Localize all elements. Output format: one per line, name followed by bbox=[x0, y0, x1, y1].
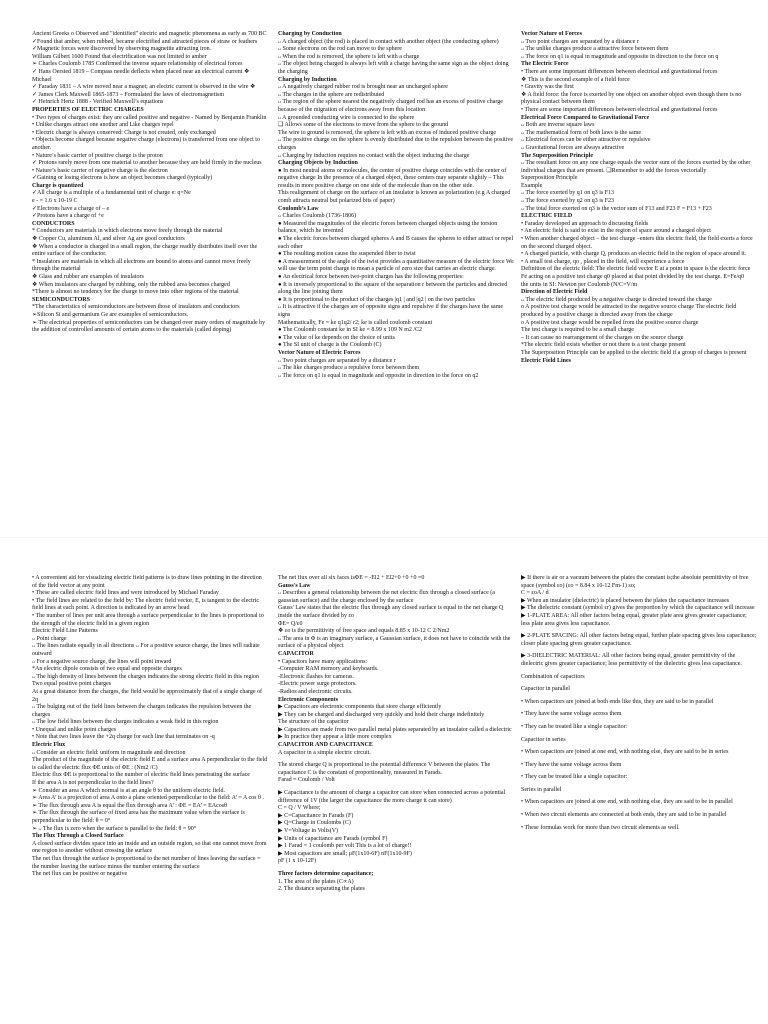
paragraph: • A small test charge, qo , placed in the field, will experience a force bbox=[521, 258, 685, 265]
paragraph: ▶ Units of capacitance are Farads (symbol F) bbox=[278, 835, 388, 842]
paragraph: ᴗ The charges in the sphere are redistributed bbox=[278, 91, 385, 98]
paragraph: The Superposition Principle can be applied to the electric field if a group of charges is present bbox=[521, 349, 747, 356]
bottom-left-column bbox=[32, 575, 268, 1020]
paragraph: • Unlike charges attract one another and Like charges repel bbox=[32, 122, 174, 129]
paragraph: – It can cause no rearrangement of the charges on the source charge bbox=[521, 334, 684, 341]
paragraph: ● The resulting motion cause the suspended fiber to twist bbox=[278, 251, 416, 258]
paragraph: ᴗ The total force exerted on q3 is the vector sum of F13 and F23 F = F13 + F23 bbox=[521, 205, 712, 212]
paragraph: • The field lines are related to the field by: The electric field vector, E, is tangent to the electric field lines at each point. A direction is indicated by an arrow head bbox=[32, 597, 260, 612]
paragraph: The net flux over all six faces isΦE = -El2 + El2+0 +0 +0 =0 bbox=[278, 575, 425, 581]
paragraph: ▶ Capacitors are made from two parallel metal plates separated by an insulator called a dielectric bbox=[278, 726, 512, 733]
paragraph: ᴗ Point charge bbox=[32, 635, 67, 642]
paragraph: ▶ C=Capacitance in Farads (F) bbox=[278, 812, 354, 819]
paragraph: • When another charged object – the test charge –enters this electric field, the field exerts a force on the second charged object. bbox=[521, 236, 753, 250]
paragraph: The structure of the capacitor bbox=[278, 719, 349, 726]
paragraph: Capacitor in series bbox=[521, 736, 566, 743]
paragraph: ➢Silicon Si and germanium Ge are examples of semiconductors. bbox=[32, 311, 189, 318]
paragraph: ᴗ The lines radiate equally in all directions ᴗ For a positive source charge, the lines will radiate outward bbox=[32, 643, 260, 657]
paragraph: • Nature’s basic carrier of negative charge is the electron bbox=[32, 167, 168, 174]
paragraph: ᴗ The high density of lines between the charges indicates the strong electric field in this region bbox=[32, 673, 260, 680]
paragraph: ᴗ A charged object (the rod) is placed in contact with another object (the conducting sphere) bbox=[278, 38, 499, 45]
paragraph: • When capacitors are joined at both ends like this, they are said to be in parallel bbox=[521, 698, 714, 705]
paragraph: ▶ 3-DIELECTRIC MATERIAL: All other factors being equal, greater permittivity of the dielectric gives greater capacitance; less permittivity of the dielectric gives less capacitance. bbox=[521, 653, 742, 667]
paragraph: The wire to ground is removed, the sphere is left with an excess of induced positive charge bbox=[278, 129, 496, 136]
paragraph: ❖ εo is the permittivity of free space and equals 8.85 x 10-12 C 2/Nm2 bbox=[278, 628, 450, 635]
paragraph: The net flux through the surface is proportional to the net number of lines leaving the surface = the number leaving the surface minus the number entering the surface bbox=[32, 855, 261, 870]
paragraph: • They can be treated like a single capacitor: bbox=[521, 774, 628, 781]
paragraph: ● An electrical force between two-point charges has the following properties: bbox=[278, 274, 464, 280]
paragraph: ᴗ Describes a general relationship between the net electric flux through a closed surface (a gaussian surface) and the charge enclosed by the surface bbox=[278, 590, 495, 604]
paragraph: Mathematically, Fe = ke q1q2/ r2; ke is called coulomb constant bbox=[278, 319, 433, 326]
paragraph: Capacitor in parallel bbox=[521, 686, 570, 693]
paragraph: *The electric field exists whether or not there is a test charge present bbox=[521, 342, 686, 349]
paragraph: ➢ The flux through area A is equal the flux through area A’ : ΦE = EA’ = EAcosθ bbox=[32, 802, 228, 809]
paragraph: • Faraday developed an approach to discussing fields bbox=[521, 220, 649, 227]
paragraph: ❖ Copper Cu, aluminum Al, and silver Ag are good conductors bbox=[32, 236, 185, 243]
paragraph: The net flux can be positive or negative bbox=[32, 871, 128, 878]
paragraph: ΦE= Q/ε0 bbox=[278, 620, 303, 627]
paragraph: ● The SI unit of charge is the Coulomb (C) bbox=[278, 342, 382, 349]
paragraph: Combination of capacitors bbox=[521, 673, 585, 680]
paragraph: • When capacitors are joined at one end, with nothing else, they are said to be in parallel bbox=[521, 799, 733, 806]
paragraph: ❖ A field force: the force is exerted by one object on another object even though there is no physical contact between them bbox=[521, 91, 742, 106]
paragraph: Gauss' Law states that the electric flux through any closed surface is equal to the net charge Q inside the surface divided by εo bbox=[278, 605, 504, 619]
paragraph: • There are some important differences between electrical and gravitational forces bbox=[521, 68, 718, 75]
paragraph: ᴗ The mathematical form of both laws is the same bbox=[521, 129, 642, 136]
paragraph: ● It is inversely proportional to the square of the separation r between the particles and directed along the line joining them bbox=[278, 281, 508, 296]
section-heading: CAPACITOR AND CAPACITANCE bbox=[278, 742, 373, 749]
paragraph: ᴗ A negatively charged rubber rod is brought near an uncharged sphere bbox=[278, 84, 448, 91]
paragraph: ᴗ Charles Coulomb (1736-1806) bbox=[278, 213, 357, 220]
paragraph: ❖ Glass and rubber are examples of insulators bbox=[32, 274, 144, 280]
paragraph: ᴗ Gravitational forces are always attractive bbox=[521, 144, 625, 151]
paragraph: ᴗ The object being charged is always left with a charge having the same sign as the object doing the charging bbox=[278, 61, 509, 75]
paragraph: • They have the same voltage across them bbox=[521, 761, 622, 768]
section-heading: Charging by Conduction bbox=[278, 31, 342, 37]
paragraph: ▶ 2-PLATE SPACING: All other factors being equal, further plate spacing gives less capacitance; closer plate spacing gives greater capacitance. bbox=[521, 633, 757, 647]
paragraph: o A positive test charge would be repelled from the positive source charge bbox=[521, 319, 699, 326]
section-heading: CAPACITOR bbox=[278, 650, 314, 657]
paragraph: • The number of lines per unit area through a surface perpendicular to the lines is proportional to the strength of the electric field in a given region bbox=[32, 612, 264, 627]
page-divider bbox=[0, 537, 768, 538]
paragraph: ᴗ The force on q1 is equal in magnitude and opposite in direction to the force on q bbox=[521, 53, 719, 60]
paragraph: the units in SI: Newton per Coulomb (N/C=V/m bbox=[521, 281, 638, 288]
paragraph: ▶ If there is air or a vacuum between the plates the constant is;the absolute permittivity of free space (symbol εo) (εo = 8.84 x 10-12 Fm-1) so; bbox=[521, 575, 749, 589]
paragraph: ➢ Area A’ is a projection of area A onto a plane oriented perpendicular to the field: A’ = A cos θ . bbox=[32, 795, 264, 802]
paragraph: ✓ Faraday 1831 – A wire moved near a magnet; an electric current is observed in the wire ❖ bbox=[32, 84, 256, 91]
paragraph: If the area A is not perpendicular to the field lines? bbox=[32, 780, 154, 787]
paragraph: -Electronic flashes for cameras. bbox=[278, 673, 354, 680]
paragraph: The stored charge Q is proportional to the potential difference V between the plates. The capacitance C is the constant of proportionality, measured in Farads. bbox=[278, 762, 491, 776]
paragraph: A closed surface divides space into an inside and an outside region, so that one cannot move from one region to another without crossing the surface bbox=[32, 840, 267, 855]
section-heading: Charge is quantized bbox=[32, 182, 84, 189]
paragraph: ᴗ For a negative source charge, the lines will point inward bbox=[32, 658, 172, 665]
paragraph: Definition of the electric field: The electric field vector E at a point in space is the electric force Fe acting on a positive test charge q0 placed at that point divided by the test charge. E=Fe/q0 bbox=[521, 266, 751, 280]
paragraph: ᴗ Two point charges are separated by a distance r bbox=[278, 357, 396, 364]
paragraph: • Objects become charged because negative charge (electrons) is transferred from one object to another. bbox=[32, 137, 260, 151]
paragraph: ➢ The electrical properties of semiconductors can be changed over many orders of magnitude by the addition of controlled amounts of certain atoms to the materials (called doping) bbox=[32, 319, 266, 334]
paragraph: ▶ 1 Farad = 1 coulomb per volt This is a lot of charge!! bbox=[278, 843, 412, 850]
section-heading: Vector Nature of Forces bbox=[521, 31, 582, 37]
paragraph: * Conductors are materials in which electrons move freely through the material bbox=[32, 228, 223, 235]
paragraph: ᴗ Consider an electric field: uniform in magnitude and direction bbox=[32, 749, 186, 756]
paragraph: Example bbox=[521, 182, 543, 189]
paragraph: ✓ Protons rarely move from one material to another because they are held firmly in the nucleus bbox=[32, 160, 262, 167]
paragraph: ✓Found that amber, when rubbed, became electrified and attracted pieces of straw or feathers bbox=[32, 38, 258, 45]
paragraph: ᴗ The force exerted by q2 on q3 is F23 bbox=[521, 198, 615, 205]
paragraph: Farad = Coulomb / Volt bbox=[278, 777, 335, 784]
section-heading: Electric Flux bbox=[32, 742, 66, 749]
paragraph: ❖ This is the second example of a field force bbox=[521, 76, 630, 83]
paragraph: ➢ Consider an area A which normal is at an angle θ to the uniform electric field. bbox=[32, 787, 226, 794]
section-heading: The Superposition Principle bbox=[521, 152, 594, 159]
paragraph: ● The value of ke depends on the choice of units bbox=[278, 334, 395, 341]
paragraph: At a great distance from the charges, the field would be approximately that of a single charge of 2q bbox=[32, 688, 263, 703]
paragraph: ● Measured the magnitudes of the electric forces between charged objects using the torsion balance, which he invented bbox=[278, 220, 498, 235]
paragraph: ᴗ Two point charges are separated by a distance r bbox=[521, 38, 639, 45]
section-heading: Coulomb’s Law bbox=[278, 205, 319, 212]
paragraph: ✓All charge is a multiple of a fundamental unit of charge e: q=Ne bbox=[32, 190, 191, 197]
paragraph: ➢ ᴗ The flux is zero when the surface is parallel to the field: θ = 90° bbox=[32, 825, 197, 832]
paragraph: • When capacitors are joined at one end, with nothing else, they are said to be in series bbox=[521, 749, 729, 756]
paragraph: ▶ Most capacitors are small; μF(1x10-6F) nF(1x10-9F) bbox=[278, 850, 412, 857]
paragraph: • There are some important differences between electrical and gravitational forces bbox=[521, 106, 718, 113]
section-heading: Gauss's Law bbox=[278, 582, 311, 589]
paragraph: ᴗ Charging by induction requires no contact with the object inducing the charge bbox=[278, 152, 470, 159]
section-heading: SEMICONDUCTORS bbox=[32, 296, 90, 303]
paragraph: ✓Gaining or losing electrons is how an object becomes charged (typically) bbox=[32, 175, 213, 182]
paragraph: -Electric power surge protectors. bbox=[278, 681, 357, 688]
paragraph: This realignment of charge on the surface of an insulator is known as polarization (e.g A charged comb attracts neutral but polarized bits of paper) bbox=[278, 190, 511, 205]
paragraph: ✓ Hans Oersted 1819 – Compass needle deflects when placed near an electrical current ❖ Michael bbox=[32, 68, 250, 83]
paragraph: ᴗ A grounded conducting wire is connected to the sphere bbox=[278, 114, 415, 121]
paragraph: ᴗ The area in Φ is an imaginary surface, a Gaussian surface, it does not have to coincide with the surface of a physical object bbox=[278, 635, 511, 650]
paragraph: • These formulas work for more than two circuit elements as well. bbox=[521, 824, 680, 831]
paragraph: • When two circuit elements are connected at both ends, they are said to be in parallel bbox=[521, 812, 727, 819]
paragraph: ▶ When an insulator (dielectric) is placed between the plates the capacitance increases bbox=[521, 597, 730, 604]
section-heading: PROPERTIES OF ELECTRIC CHARGES bbox=[32, 106, 144, 113]
paragraph: • A charged particle, with charge Q, produces an electric field in the region of space around it. bbox=[521, 251, 747, 258]
paragraph: • Capacitors have many applications: bbox=[278, 658, 368, 665]
paragraph: • A convenient aid for visualizing electric field patterns is to draw lines pointing in the direction of the field vector at any point bbox=[32, 575, 262, 589]
paragraph: ᴗ Electrical forces can be either attractive or repulsive bbox=[521, 137, 651, 144]
paragraph: • Nature’s basic carrier of positive charge is the proton bbox=[32, 152, 163, 159]
paragraph: Ancient Greeks o Observed and "identified" electric and magnetic phenomena as early as 700 BC bbox=[32, 31, 267, 37]
paragraph: C = Q / V Where; bbox=[278, 805, 321, 812]
paragraph: ❑ Allows some of the electrons to move from the sphere to the ground bbox=[278, 122, 449, 129]
paragraph: ▶ The dielectric constant (symbol εr) gives the proportion by which the capacitance will increase bbox=[521, 605, 755, 612]
bottom-right-column bbox=[521, 575, 757, 1020]
paragraph: pF (1 x 10-12F) bbox=[278, 858, 317, 865]
section-heading: The Electric Force bbox=[521, 61, 569, 68]
paragraph: o A positive test charge would be attracted to the negative source charge The electric field produced by a positive charge is directed away from the charge bbox=[521, 304, 737, 318]
paragraph: ▶ They can be charged and discharged very quickly and hold their charge indefinitely bbox=[278, 711, 485, 718]
paragraph: *The characteristics of semiconductors are between those of insulators and conductors bbox=[32, 304, 240, 311]
paragraph: • They have the same voltage across them bbox=[521, 711, 622, 718]
paragraph: ᴗ The positive charge on the sphere is evenly distributed due to the repulsion between the positive charges bbox=[278, 137, 514, 151]
paragraph: ᴗ The electric field produced by a negative charge is directed toward the charge bbox=[521, 296, 712, 303]
paragraph: ᴗ The force exerted by q1 on q3 is F13 bbox=[521, 190, 615, 197]
paragraph: William Gilbert 1600 Found that electrification was not limited to amber bbox=[32, 53, 207, 60]
section-heading: ELECTRIC FIELD bbox=[521, 213, 573, 220]
bottom-middle-column bbox=[278, 575, 514, 1020]
paragraph: ᴗ When the rod is removed, the sphere is left with a charge bbox=[278, 53, 420, 60]
paragraph: ᴗ The low field lines between the charges indicates a weak field in this region bbox=[32, 719, 219, 726]
paragraph: ✓Magnetic forces were discovered by observing magnetite attracting iron. bbox=[32, 46, 212, 53]
section-heading: Electrical Force Compared to Gravitational Force bbox=[521, 114, 650, 121]
paragraph: 2. The distance separating the plates bbox=[278, 886, 365, 893]
paragraph: ᴗ The resultant force on any one charge equals the vector sum of the forces exerted by the other individual charges that are present. ❑Remember to add the forces vectorially bbox=[521, 160, 751, 174]
paragraph: ✓Electrons have a charge of – e bbox=[32, 205, 110, 212]
section-heading: Direction of Electric Field bbox=[521, 289, 588, 296]
paragraph: • Unequal and unlike point charges bbox=[32, 726, 117, 733]
paragraph: *An electric dipole consists of two equal and opposite charges bbox=[32, 666, 182, 673]
section-heading: Three factors determine capacitance; bbox=[278, 870, 374, 877]
paragraph: • These are called electric field lines and were introduced by Michael Faraday bbox=[32, 590, 219, 597]
paragraph: ✓Protons have a charge of +e bbox=[32, 213, 104, 220]
paragraph: • An electric field is said to exist in the region of space around a charged object bbox=[521, 228, 711, 235]
section-heading: Charging Objects by Induction bbox=[278, 160, 358, 167]
paragraph: ● The Coulomb constant ke in SI ke = 8.99 x 109 N m2 /C2 bbox=[278, 327, 423, 334]
paragraph: ➢ The flux through the surface of fixed area has the maximum value when the surface is perpendicular to the field: θ = 0° bbox=[32, 810, 245, 824]
paragraph: ▶ V=Voltage in Volts(V) bbox=[278, 828, 339, 834]
paragraph: ᴗ The unlike charges produce a attractive force between them bbox=[521, 46, 669, 53]
paragraph: -Radios and electronic circuits. bbox=[278, 688, 353, 695]
paragraph: ▶ Capacitors are electronic components that store charge efficiently bbox=[278, 704, 442, 711]
paragraph: Electric Field Line Patterns bbox=[32, 628, 98, 635]
paragraph: ● A measurement of the angle of the twist provides a quantitative measure of the electric force We will use the term point charge to mean a particle of zero size that carries an electric charge. bbox=[278, 258, 514, 273]
paragraph: ✓ Heinrich Hertz 1888 - Verified Maxwell’s equations bbox=[32, 99, 164, 106]
paragraph: ➢ Charles Coulomb 1785 Confirmed the inverse square relationship of electrical forces bbox=[32, 61, 243, 68]
paragraph: C = εoA / d bbox=[521, 590, 549, 597]
paragraph: ᴗ Both are inverse square laws bbox=[521, 122, 595, 129]
paragraph: ▶ 1-PLATE AREA: All other factors being equal, greater plate area gives greater capacitance; less plate area gives less capacitance. bbox=[521, 612, 747, 627]
paragraph: Series in parallel bbox=[521, 786, 562, 793]
paragraph: ▶ In practice they appear a little more complex bbox=[278, 734, 392, 741]
paragraph: * Insulators are materials in which all electrons are bound to atoms and cannot move freely through the material bbox=[32, 258, 251, 273]
top-middle-column bbox=[278, 31, 514, 501]
paragraph: • Electric charge is always conserved: Charge is not created, only exchanged bbox=[32, 129, 216, 136]
paragraph: ᴗ The like charges produce a repulsive force between them bbox=[278, 365, 420, 372]
top-right-column bbox=[521, 31, 757, 501]
paragraph: ᴗ Some electrons on the rod can move to the sphere bbox=[278, 46, 402, 53]
section-heading: Electronic Components bbox=[278, 696, 339, 703]
section-heading: Vector Nature of Electric Forces bbox=[278, 349, 361, 356]
paragraph: ᴗ The force on q1 is equal in magnitude and opposite in direction to the force on q2 bbox=[278, 372, 479, 379]
paragraph: The product of the magnitude of the electric field E and a surface area A perpendicular to the field is called the electric flux ΦE units of ΦE : (Nm2 /C) bbox=[32, 757, 268, 771]
paragraph: ❖ When a conductor is charged in a small region, the charge readily distributes itself over the entire surface of the conductor. bbox=[32, 243, 258, 258]
section-heading: The Flux Through a Closed Surface bbox=[32, 833, 124, 840]
section-heading: Electric Field Lines bbox=[521, 357, 571, 364]
paragraph: ● In most neutral atoms or molecules, the center of positive charge coincides with the center of negative charge In the presence of a charged object, these centers may separate slightly – This results in more positive charge on one side of the molecule than on the other side. bbox=[278, 167, 507, 189]
paragraph: ᴗ The region of the sphere nearest the negatively charged rod has an excess of positive charge because of the migration of electrons away from this location bbox=[278, 99, 503, 113]
top-left-column bbox=[32, 31, 268, 501]
paragraph: ❖ When insulators are charged by rubbing, only the rubbed area becomes charged bbox=[32, 281, 230, 288]
section-heading: CONDUCTORS bbox=[32, 220, 75, 227]
paragraph: ● The electric forces between charged spheres A and B causes the spheres to either attract or repel each other bbox=[278, 236, 514, 250]
paragraph: ▶ Capacitance is the amount of charge a capacitor can store when connected across a potential difference of 1V (the larger the capacitance the more charge it can store) bbox=[278, 790, 506, 804]
paragraph: • They can be treated like a single capacitor: bbox=[521, 723, 628, 730]
section-heading: Charging by Induction bbox=[278, 76, 337, 83]
paragraph: ✓ James Clerk Maxwell 1865-1873 – Formulated the laws of electromagnetism bbox=[32, 91, 224, 98]
paragraph: Two equal positive point charges bbox=[32, 681, 112, 688]
paragraph: 1. The area of the plates (C∝A) bbox=[278, 878, 354, 885]
paragraph: The test charge is required to be a small charge bbox=[521, 327, 634, 334]
paragraph: *There is almost no tendency for the charge to move into other regions of the material bbox=[32, 289, 239, 296]
paragraph: ᴗ The bulging out of the field lines between the charges indicates the repulsion between the charges bbox=[32, 704, 252, 718]
paragraph: -Computer RAM memory and keyboards. bbox=[278, 666, 379, 673]
paragraph: • Note that two lines leave the +2q charge for each line that terminates on -q bbox=[32, 734, 215, 741]
paragraph: Superposition Principle bbox=[521, 175, 578, 182]
paragraph: ● It is proportional to the product of the charges |q1 | and |q2 | on the two particles bbox=[278, 296, 475, 303]
paragraph: ᴗ It is attractive if the charges are of opposite signs and repulsive if the charges have the same signs bbox=[278, 304, 504, 318]
paragraph: ▶ Q=Charge in Coulombs (C) bbox=[278, 820, 351, 827]
paragraph: e - = 1.6 x 10-19 C bbox=[32, 198, 78, 205]
paragraph: • Two types of charges exist: they are called positive and negative - Named by Benjamin Franklin bbox=[32, 114, 267, 121]
paragraph: • Gravity was the first bbox=[521, 84, 574, 91]
paragraph: Electric flux ΦE is proportional to the number of electric field lines penetrating the surface bbox=[32, 772, 250, 779]
paragraph: A capacitor in a simple electric circuit. bbox=[278, 749, 371, 756]
